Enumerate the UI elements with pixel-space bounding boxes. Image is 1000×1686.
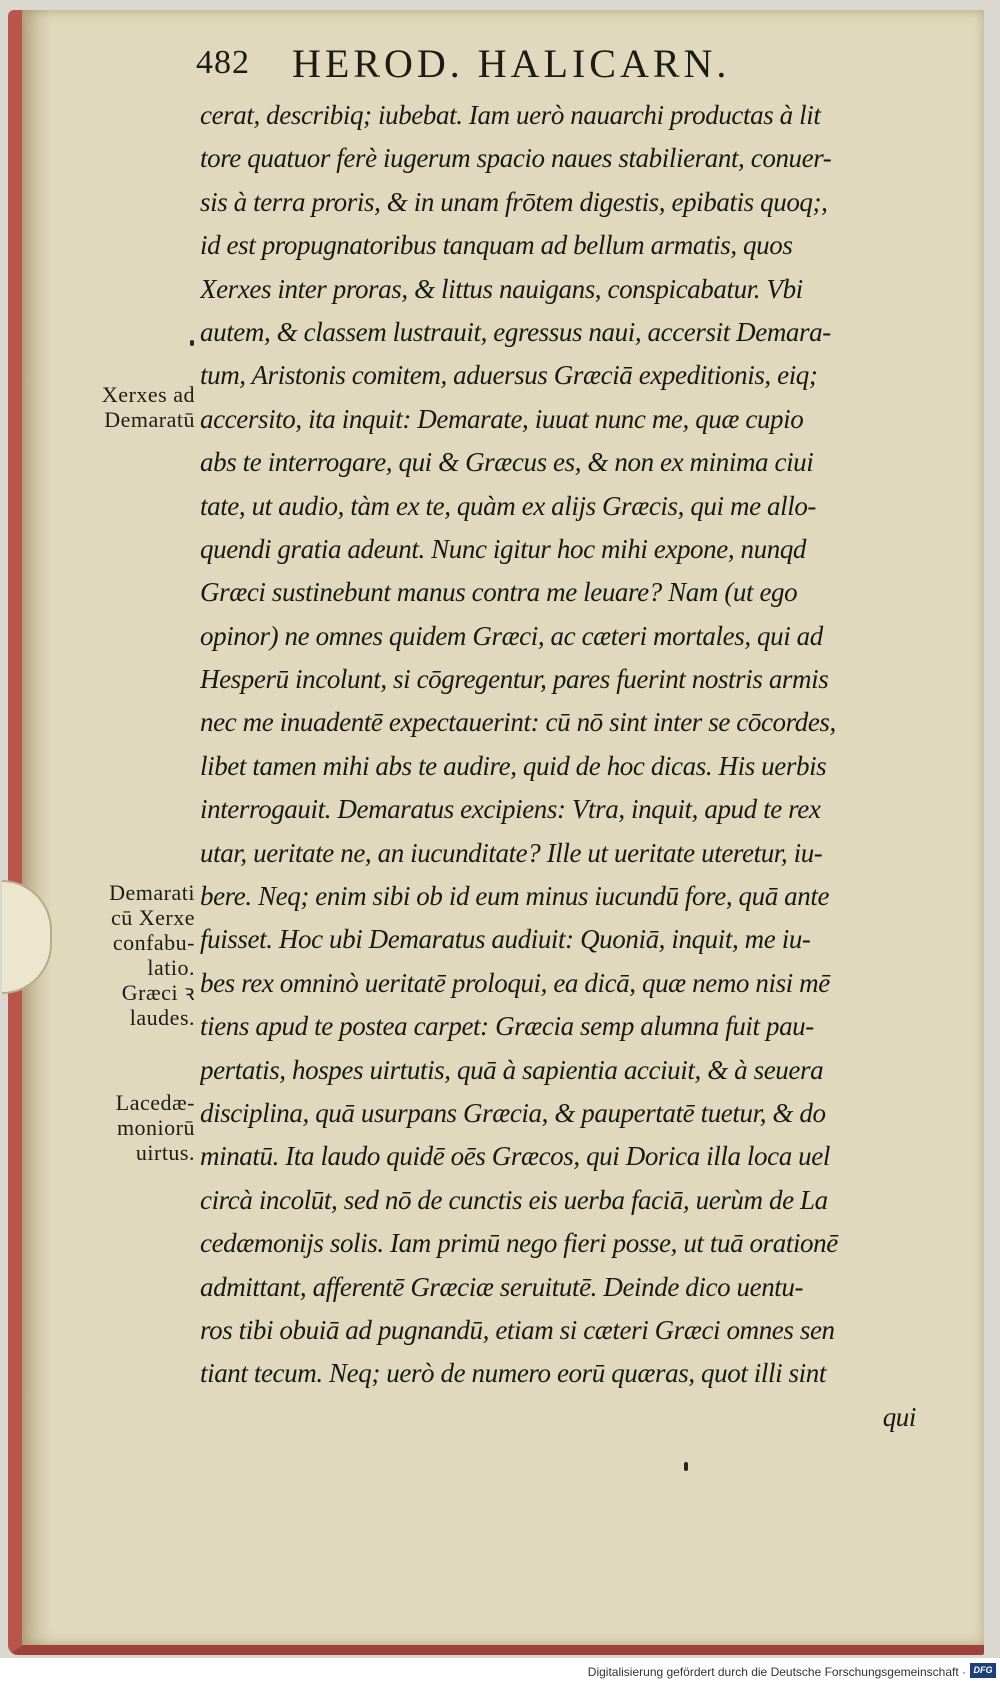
text-line: Xerxes inter proras, & littus nauigans, conspicabatur. Vbi: [200, 273, 803, 304]
marginal-note-line: confabu-: [112, 930, 195, 955]
text-line: tate, ut audio, tàm ex te, quàm ex alijs Græcis, qui me allo-: [200, 490, 817, 521]
text-line: pertatis, hospes uirtutis, quā à sapientia acciuit, & à seuera: [200, 1054, 824, 1085]
text-line: bere. Neq; enim sibi ob id eum minus iucundū fore, quā ante: [200, 881, 830, 912]
text-line: ros tibi obuiā ad pugnandū, etiam si cæteri Græci omnes sen: [200, 1314, 835, 1345]
marginal-note-line: laudes.: [129, 1005, 195, 1030]
text-line: abs te interrogare, qui & Græcus es, & non ex minima ciui: [200, 447, 814, 478]
text-line: Græci sustinebunt manus contra me leuare? Nam (ut ego: [200, 577, 798, 608]
marginal-note-line: uirtus.: [135, 1140, 195, 1165]
running-head: HEROD. HALICARN.: [292, 41, 731, 86]
text-line: libet tamen mihi abs te audire, quid de hoc dicas. His uerbis: [200, 750, 827, 781]
binding-shadow: [22, 10, 52, 1645]
text-line: admittant, afferentē Græciæ seruitutē. Deinde dico uentu-: [200, 1271, 804, 1302]
text-line: tore quatuor ferè iugerum spacio naues stabilierant, conuer-: [200, 143, 832, 174]
text-line: quendi gratia adeunt. Nunc igitur hoc mihi expone, nunqd: [200, 533, 807, 564]
text-line: nec me inuadentē expectauerint: cū nō sint inter se cōcordes,: [200, 707, 836, 738]
text-line: fuisset. Hoc ubi Demaratus audiuit: Quoniā, inquit, me iu-: [200, 924, 811, 955]
marginal-note-lacedaemonii: [60, 1090, 195, 1165]
marginal-note-line: Græci ꝛ: [121, 980, 195, 1005]
ink-speck: [684, 1462, 688, 1471]
text-line: tiant tecum. Neq; uerò de numero eorū quæras, quot illi sint: [200, 1358, 826, 1389]
page-header: [196, 36, 940, 86]
funding-credit: Digitalisierung gefördert durch die Deutsche Forschungsgemeinschaft ·: [587, 1665, 966, 1679]
text-line: bes rex omninò ueritatē proloqui, ea dicā, quæ nemo nisi mē: [200, 967, 830, 998]
text-line: sis à terra proris, & in unam frōtem digestis, epibatis quoq;,: [200, 186, 828, 217]
text-line: cerat, describiq; iubebat. Iam uerò nauarchi productas à lit: [200, 100, 821, 130]
text-line: interrogauit. Demaratus excipiens: Vtra, inquit, apud te rex: [200, 794, 821, 825]
digitization-footer: [0, 1658, 1000, 1686]
marginal-note-line: Xerxes ad: [101, 382, 195, 407]
marginal-note-line: cū Xerxe: [110, 905, 195, 930]
marginal-note-line: moniorū: [116, 1115, 195, 1140]
text-line: autem, & classem lustrauit, egressus naui, accersit Demara-: [200, 316, 831, 347]
text-line: circà incolūt, sed nō de cunctis eis uerba faciā, uerùm de La: [200, 1184, 828, 1215]
text-line: Hesperū incolunt, si cōgregentur, pares fuerint nostris armis: [200, 664, 829, 695]
marginal-note-line: latio.: [147, 955, 195, 980]
text-line: utar, ueritate ne, an iucunditate? Ille ut ueritate uteretur, iu-: [200, 837, 823, 868]
text-line: tum, Aristonis comitem, aduersus Græciā expeditionis, eiq;: [200, 360, 818, 391]
text-line: tiens apud te postea carpet: Græcia semp alumna fuit pau-: [200, 1011, 814, 1042]
marginal-note-xerxes: [60, 382, 195, 432]
text-line: id est propugnatoribus tanquam ad bellum armatis, quos: [200, 230, 793, 261]
marginal-note-line: Lacedæ-: [115, 1090, 195, 1115]
catchword: qui: [882, 1401, 916, 1432]
text-line: minatū. Ita laudo quidē oēs Græcos, qui Dorica illa loca uel: [200, 1141, 830, 1172]
text-line: opinor) ne omnes quidem Græci, ac cæteri mortales, qui ad: [200, 620, 823, 651]
ink-speck: [190, 340, 194, 346]
dfg-logo: DFG: [970, 1663, 996, 1678]
text-line: cedæmonijs solis. Iam primū nego fieri posse, ut tuā orationē: [200, 1228, 838, 1259]
marginal-note-demarati: [60, 880, 195, 1030]
marginal-note-line: Demarati: [109, 880, 195, 905]
page-number: 482: [196, 44, 250, 81]
body-text: [200, 94, 960, 1439]
text-line: disciplina, quā usurpans Græcia, & paupertatē tuetur, & do: [200, 1097, 826, 1128]
text-line: accersito, ita inquit: Demarate, iuuat nunc me, quæ cupio: [200, 403, 804, 434]
marginal-note-line: Demaratū: [104, 407, 195, 432]
